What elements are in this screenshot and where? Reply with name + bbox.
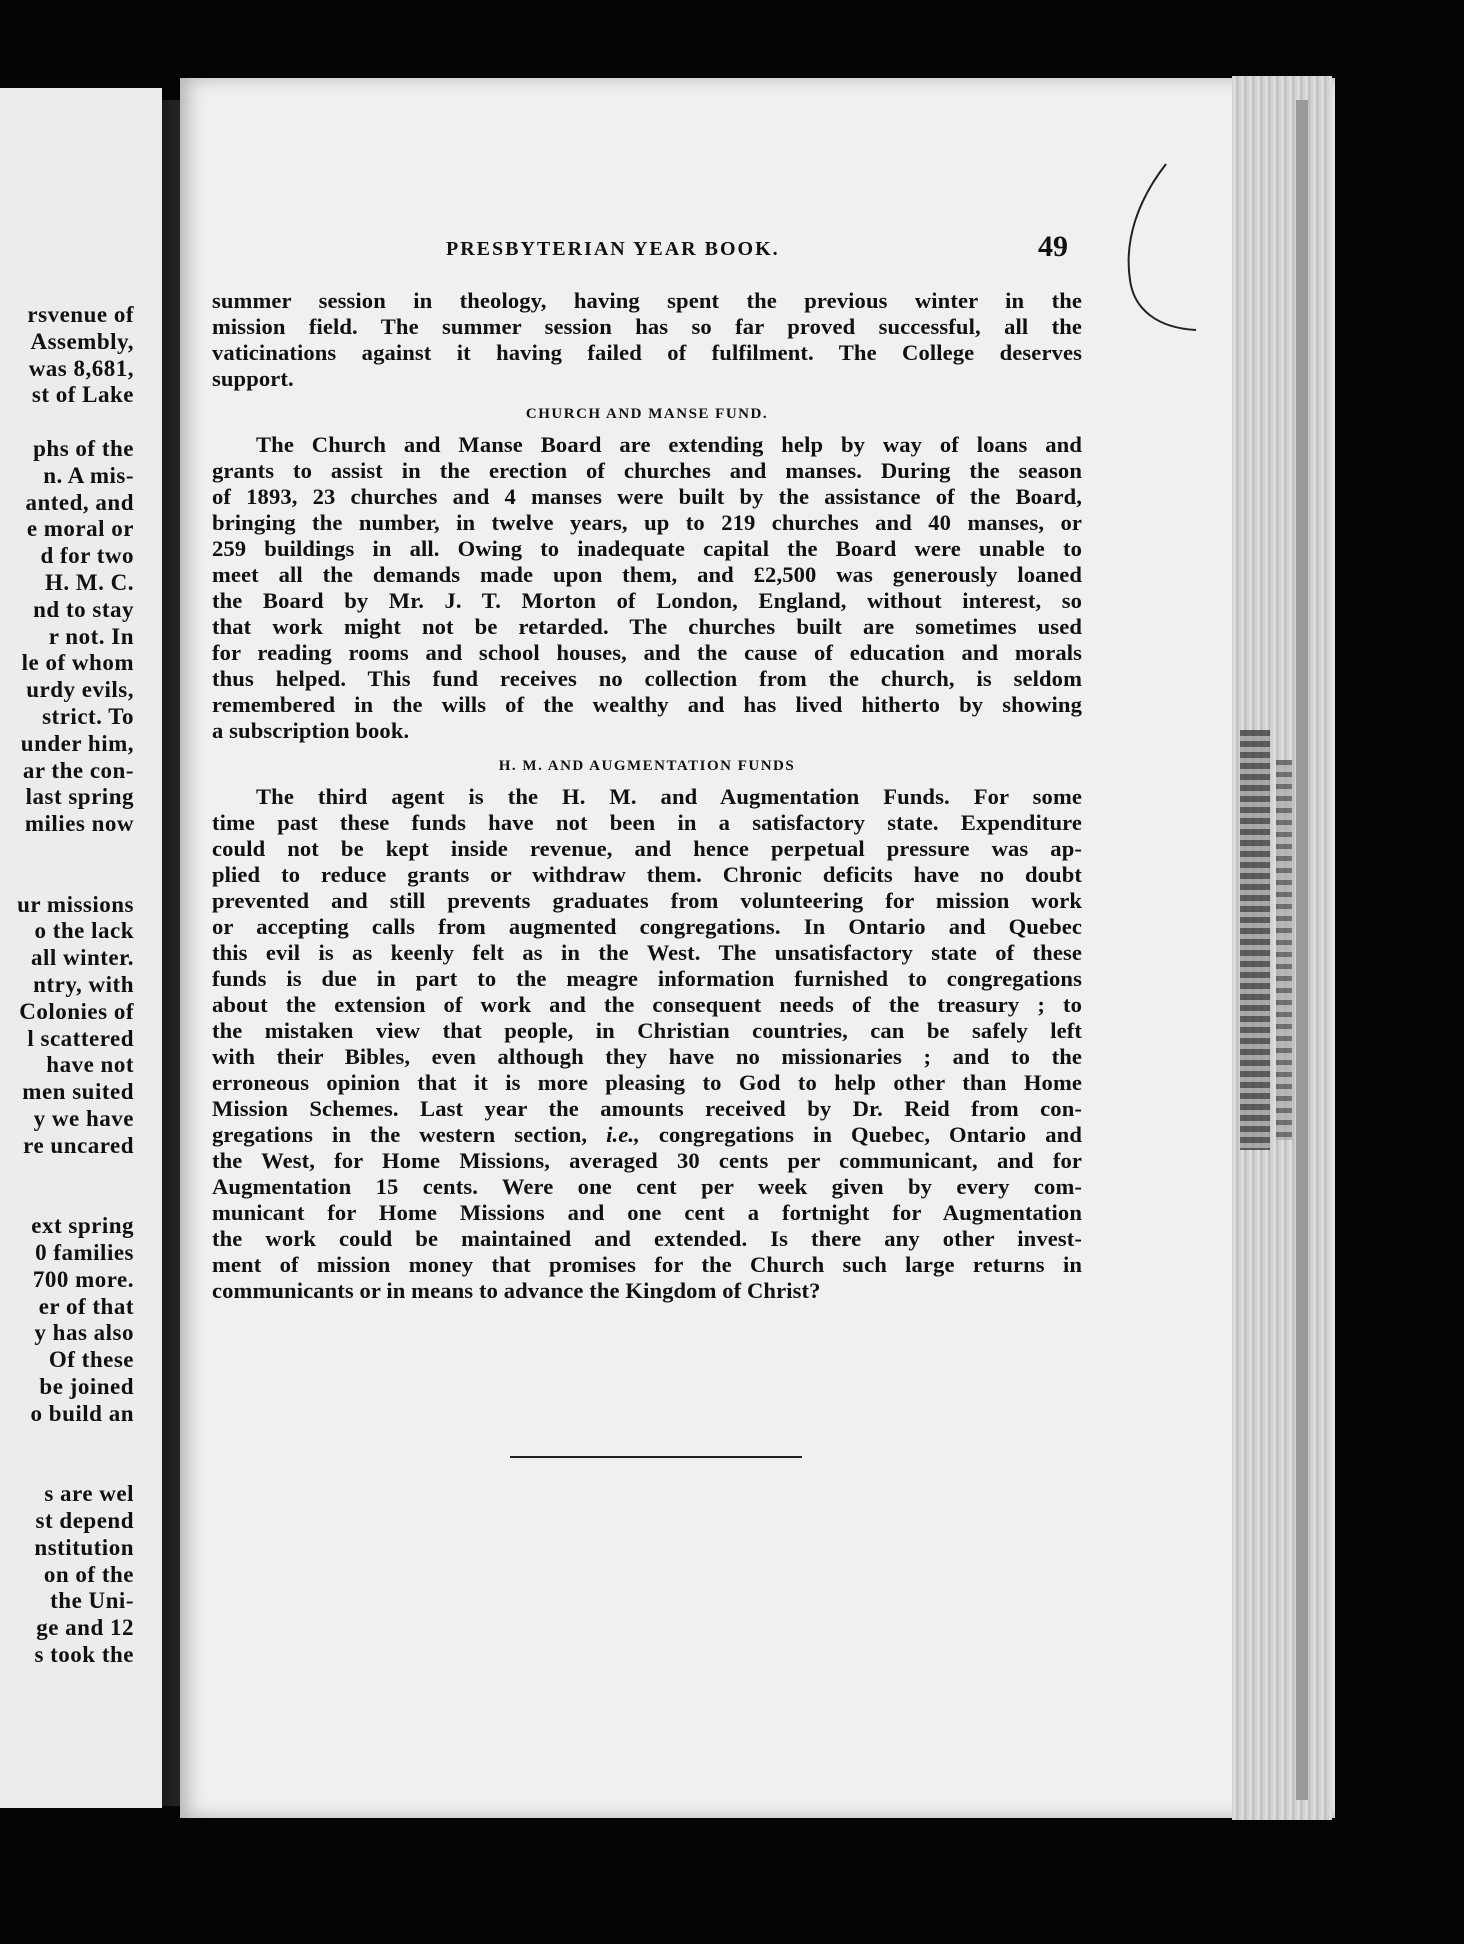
facing-page-line: 0 families — [35, 1240, 134, 1265]
facing-page-line: o build an — [30, 1400, 134, 1426]
facing-page-line: 700 more. — [32, 1266, 134, 1292]
facing-page-line: s are wel — [44, 1481, 134, 1507]
facing-page-line: rsvenue of — [27, 302, 134, 327]
page-header — [210, 232, 1080, 272]
facing-page-line: st of Lake — [31, 382, 134, 408]
text-line: thus helped. This fund receives no collection from the church, is seldom — [212, 666, 1082, 691]
text-line: The third agent is the H. M. and Augmentation Funds. For some — [256, 784, 1082, 809]
facing-page-line: st depend — [35, 1508, 134, 1533]
text-line: summer session in theology, having spent the previous winter in the — [212, 288, 1082, 313]
text-line: meet all the demands made upon them, and £2,500 was generously loaned — [212, 562, 1082, 587]
text-line: with their Bibles, even although they have no missionaries ; and to the — [212, 1044, 1082, 1069]
facing-page-line: le of whom — [21, 650, 134, 676]
facing-page-line: e moral or — [26, 516, 134, 542]
text-line: the West, for Home Missions, averaged 30 cents per communicant, and for — [212, 1148, 1082, 1173]
text-line: grants to assist in the erection of churches and manses. During the season — [212, 458, 1082, 483]
facing-page-line: nd to stay — [33, 596, 134, 622]
facing-page-line: ar the con- — [22, 757, 134, 783]
text-line: of 1893, 23 churches and 4 manses were built by the assistance of the Board, — [212, 484, 1082, 509]
facing-page-line: y has also — [34, 1320, 134, 1346]
facing-page-line: Assembly, — [30, 328, 134, 354]
text-line: Mission Schemes. Last year the amounts received by Dr. Reid from con- — [212, 1096, 1082, 1121]
facing-page-line: the Uni- — [50, 1588, 134, 1614]
facing-page-line: ur missions — [17, 891, 134, 917]
page-body — [212, 288, 1082, 1304]
facing-page-line: er of that — [38, 1293, 134, 1319]
text-line: support. — [212, 366, 294, 391]
text-line: the work could be maintained and extended. Is there any other invest- — [212, 1226, 1082, 1251]
facing-page-line: strict. To — [42, 704, 134, 729]
facing-page-line: under him, — [20, 730, 134, 756]
text-line: bringing the number, in twelve years, up to 219 churches and 40 manses, or — [212, 510, 1082, 535]
library-edge-stamp — [1240, 730, 1270, 1150]
text-line: remembered in the wills of the wealthy and has lived hitherto by showing — [212, 692, 1082, 717]
text-line: prevented and still prevents graduates from volunteering for mission work — [212, 888, 1082, 913]
facing-page-line: have not — [46, 1052, 134, 1078]
section-heading: CHURCH AND MANSE FUND. — [525, 406, 769, 422]
facing-page-line: urdy evils, — [26, 677, 134, 703]
text-line: gregations in the western section, i.e., congregations in Quebec, Ontario and — [212, 1122, 1082, 1147]
text-line: Augmentation 15 cents. Were one cent per week given by every com- — [212, 1174, 1082, 1199]
facing-page-line: d for two — [40, 543, 134, 569]
facing-page-line: Colonies of — [19, 998, 134, 1024]
facing-page-line: Of these — [48, 1347, 134, 1373]
text-line: funds is due in part to the meagre information furnished to congregations — [212, 966, 1082, 991]
facing-page-line: on of the — [43, 1561, 134, 1587]
text-line: the mistaken view that people, in Christian countries, can be safely left — [212, 1018, 1082, 1043]
text-line: that work might not be retarded. The churches built are sometimes used — [212, 614, 1082, 639]
facing-page-line: anted, and — [25, 489, 134, 515]
facing-page-line: ntry, with — [33, 972, 134, 997]
text-line: a subscription book. — [212, 718, 410, 743]
text-line: communicants or in means to advance the Kingdom of Christ? — [212, 1278, 821, 1303]
facing-page-line: o the lack — [34, 918, 134, 944]
text-line: plied to reduce grants or withdraw them. Chronic deficits have no doubt — [212, 862, 1082, 887]
text-line: municant for Home Missions and one cent a fortnight for Augmentation — [212, 1200, 1082, 1225]
facing-page-line: H. M. C. — [45, 570, 134, 595]
text-line: The Church and Manse Board are extending help by way of loans and — [256, 432, 1082, 457]
facing-page-line: n. A mis- — [43, 462, 134, 488]
page-number: 49 — [1038, 230, 1068, 263]
pencil-bracket-mark — [1118, 160, 1208, 350]
facing-page-line: men suited — [22, 1079, 134, 1105]
facing-page-line: l scattered — [27, 1025, 134, 1051]
facing-page-line: last spring — [25, 784, 134, 810]
facing-page-line: all winter. — [30, 945, 134, 971]
text-line: vaticinations against it having failed of fulfilment. The College deserves — [212, 340, 1082, 365]
text-line: time past these funds have not been in a satisfactory state. Expenditure — [212, 810, 1082, 835]
facing-page-line: was 8,681, — [28, 355, 134, 381]
text-line: mission field. The summer session has so far proved successful, all the — [212, 314, 1082, 339]
facing-page-line: phs of the — [33, 436, 134, 461]
text-line: could not be kept inside revenue, and hence perpetual pressure was ap- — [212, 836, 1082, 861]
text-line: about the extension of work and the consequent needs of the treasury ; to — [212, 992, 1082, 1017]
text-line: for reading rooms and school houses, and the cause of education and morals — [212, 640, 1082, 665]
running-head: PRESBYTERIAN YEAR BOOK. — [446, 238, 780, 260]
facing-page-line: r not. In — [48, 623, 134, 649]
facing-page-line: ext spring — [31, 1213, 134, 1239]
facing-page-line: ge and 12 — [36, 1615, 134, 1641]
text-line: the Board by Mr. J. T. Morton of London, England, without interest, so — [212, 588, 1082, 613]
section-heading: H. M. AND AUGMENTATION FUNDS — [498, 758, 796, 774]
text-line: ment of mission money that promises for the Church such large returns in — [212, 1252, 1082, 1277]
text-line: this evil is as keenly felt as in the West. The unsatisfactory state of these — [212, 940, 1082, 965]
section-end-rule — [510, 1456, 802, 1458]
library-edge-stamp-secondary — [1276, 760, 1292, 1140]
page-edge-shadow — [1296, 100, 1308, 1800]
text-line: erroneous opinion that it is more pleasing to God to help other than Home — [212, 1070, 1082, 1095]
facing-page-line: y we have — [33, 1106, 134, 1131]
facing-page-line: be joined — [39, 1374, 134, 1399]
text-line: or accepting calls from augmented congregations. In Ontario and Quebec — [212, 914, 1082, 939]
facing-page-line: re uncared — [23, 1132, 134, 1158]
facing-page-line: milies now — [24, 811, 134, 837]
facing-page-line: nstitution — [34, 1534, 134, 1560]
facing-page-line: s took the — [34, 1642, 134, 1667]
text-line: 259 buildings in all. Owing to inadequate capital the Board were unable to — [212, 536, 1082, 561]
facing-page-fragment — [0, 88, 162, 1808]
